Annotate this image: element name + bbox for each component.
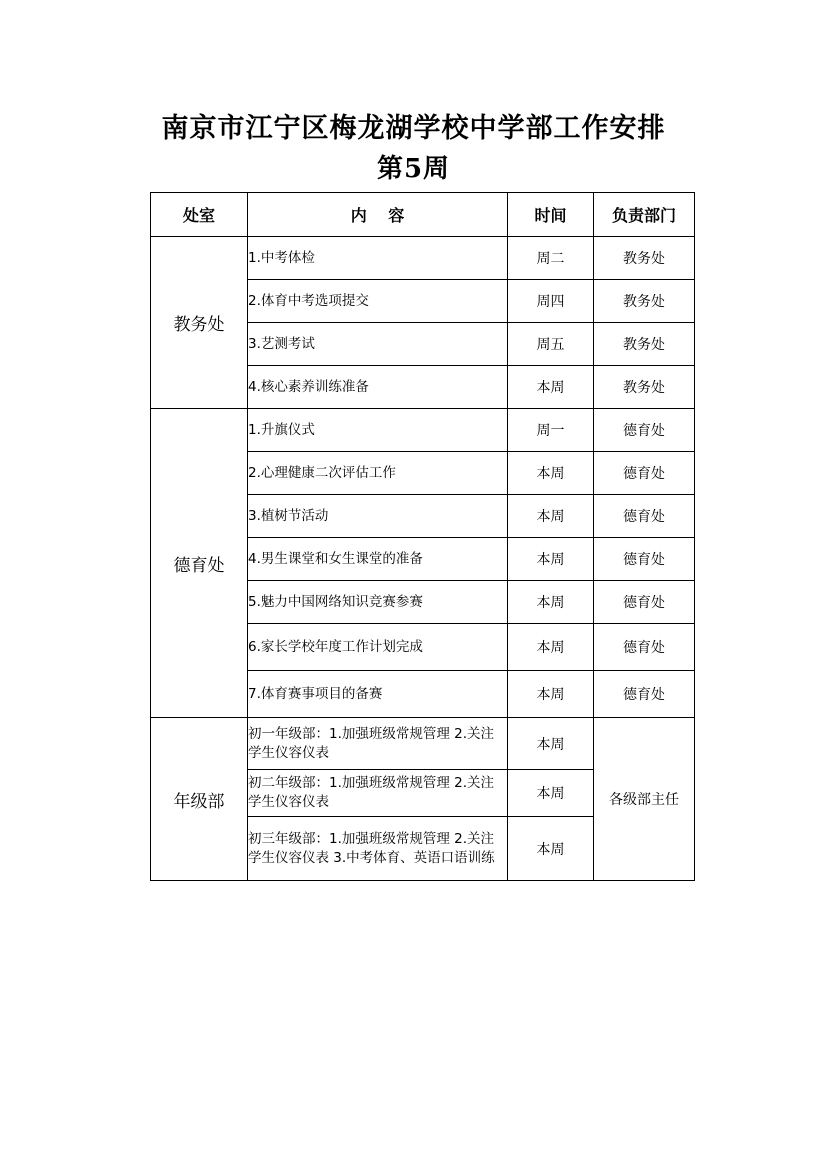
content-cell: 2.心理健康二次评估工作	[248, 452, 508, 495]
time-cell: 本周	[508, 538, 594, 581]
time-cell: 本周	[508, 718, 594, 770]
schedule-table	[150, 192, 695, 881]
dept-cell: 德育处	[594, 671, 695, 718]
column-header-dept: 负责部门	[594, 193, 695, 237]
column-header-content: 内 容	[248, 193, 508, 237]
time-cell: 本周	[508, 817, 594, 881]
dept-cell: 德育处	[594, 409, 695, 452]
time-cell: 本周	[508, 581, 594, 624]
content-cell: 1.中考体检	[248, 237, 508, 280]
table-row	[151, 237, 695, 280]
time-cell: 本周	[508, 495, 594, 538]
dept-cell: 德育处	[594, 624, 695, 671]
content-cell: 4.男生课堂和女生课堂的准备	[248, 538, 508, 581]
content-cell: 4.核心素养训练准备	[248, 366, 508, 409]
content-cell: 3.艺测考试	[248, 323, 508, 366]
dept-cell: 德育处	[594, 581, 695, 624]
office-cell: 教务处	[151, 237, 248, 409]
dept-cell: 教务处	[594, 323, 695, 366]
column-header-time: 时间	[508, 193, 594, 237]
content-cell: 初一年级部：1.加强班级常规管理 2.关注学生仪容仪表	[248, 718, 508, 770]
dept-cell: 教务处	[594, 237, 695, 280]
week-label: 第5周	[376, 154, 451, 184]
office-cell: 年级部	[151, 718, 248, 881]
page-title: 南京市江宁区梅龙湖学校中学部工作安排	[161, 113, 666, 144]
table-header-row	[151, 193, 695, 237]
content-cell: 7.体育赛事项目的备赛	[248, 671, 508, 718]
table-row	[151, 718, 695, 770]
content-cell: 5.魅力中国网络知识竞赛参赛	[248, 581, 508, 624]
dept-cell: 德育处	[594, 452, 695, 495]
time-cell: 本周	[508, 624, 594, 671]
column-header-office: 处室	[151, 193, 248, 237]
time-cell: 周二	[508, 237, 594, 280]
content-cell: 初三年级部：1.加强班级常规管理 2.关注学生仪容仪表 3.中考体育、英语口语训练	[248, 817, 508, 881]
table-row	[151, 409, 695, 452]
dept-cell: 教务处	[594, 366, 695, 409]
dept-cell: 教务处	[594, 280, 695, 323]
time-cell: 周一	[508, 409, 594, 452]
content-cell: 6.家长学校年度工作计划完成	[248, 624, 508, 671]
content-cell: 3.植树节活动	[248, 495, 508, 538]
content-cell: 2.体育中考选项提交	[248, 280, 508, 323]
time-cell: 周五	[508, 323, 594, 366]
time-cell: 周四	[508, 280, 594, 323]
dept-cell: 德育处	[594, 495, 695, 538]
office-cell: 德育处	[151, 409, 248, 718]
time-cell: 本周	[508, 671, 594, 718]
time-cell: 本周	[508, 452, 594, 495]
content-cell: 1.升旗仪式	[248, 409, 508, 452]
dept-cell: 各级部主任	[594, 718, 695, 881]
content-cell: 初二年级部：1.加强班级常规管理 2.关注学生仪容仪表	[248, 770, 508, 817]
time-cell: 本周	[508, 366, 594, 409]
time-cell: 本周	[508, 770, 594, 817]
dept-cell: 德育处	[594, 538, 695, 581]
